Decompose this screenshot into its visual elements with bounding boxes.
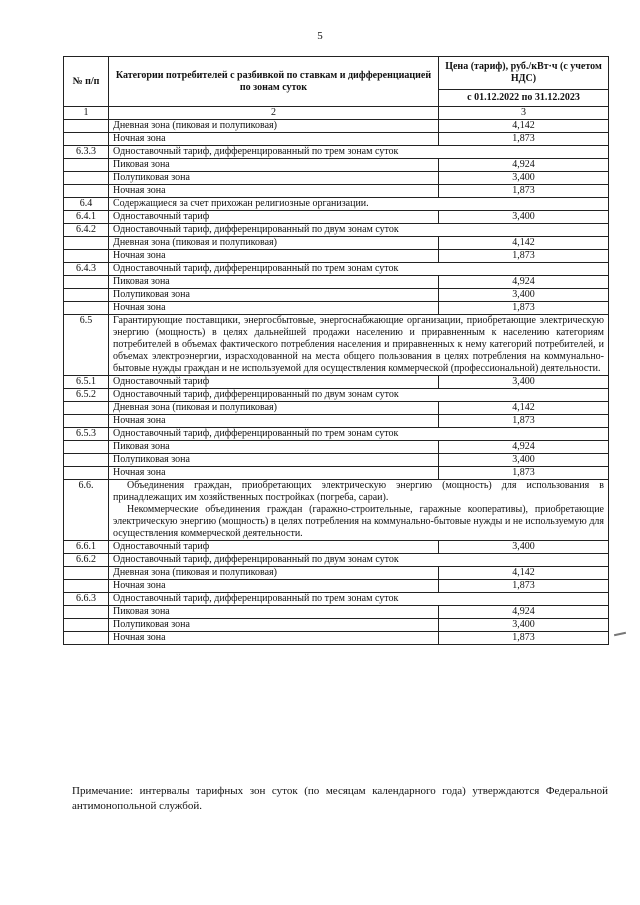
row-number <box>64 402 109 415</box>
footnote: Примечание: интервалы тарифных зон суток (по месяцам календарного года) утверждаются Федеральной антимонопольной службой. <box>72 785 608 812</box>
zone-label: Полупиковая зона <box>109 454 439 467</box>
row-number: 6.5.1 <box>64 376 109 389</box>
table-row <box>64 185 609 198</box>
header-category: Категории потребителей с разбивкой по ставкам и дифференциацией по зонам суток <box>109 57 439 107</box>
table-row <box>64 593 609 606</box>
tariff-group-title: Одноставочный тариф, дифференцированный по двум зонам суток <box>109 554 609 567</box>
column-number: 3 <box>439 107 609 120</box>
row-number: 6.5.2 <box>64 389 109 402</box>
zone-label: Дневная зона (пиковая и полупиковая) <box>109 567 439 580</box>
page-number: 5 <box>317 30 323 42</box>
tariff-value: 1,873 <box>439 580 609 593</box>
tariff-group-title: Одноставочный тариф, дифференцированный по двум зонам суток <box>109 389 609 402</box>
tariff-value: 1,873 <box>439 632 609 645</box>
zone-label: Пиковая зона <box>109 159 439 172</box>
table-row <box>64 541 609 554</box>
row-number: 6.4.3 <box>64 263 109 276</box>
tariff-value: 3,400 <box>439 454 609 467</box>
tariff-value: 1,873 <box>439 133 609 146</box>
tariff-value: 1,873 <box>439 250 609 263</box>
table-row <box>64 454 609 467</box>
tariff-value: 1,873 <box>439 467 609 480</box>
zone-label: Ночная зона <box>109 133 439 146</box>
tariff-label: Одноставочный тариф <box>109 211 439 224</box>
zone-label: Дневная зона (пиковая и полупиковая) <box>109 120 439 133</box>
row-number <box>64 441 109 454</box>
tariff-group-title: Одноставочный тариф, дифференцированный по двум зонам суток <box>109 224 609 237</box>
table-row <box>64 467 609 480</box>
table-row <box>64 580 609 593</box>
row-number: 6.4.2 <box>64 224 109 237</box>
row-number <box>64 619 109 632</box>
tariff-value: 1,873 <box>439 185 609 198</box>
header-num: № п/п <box>64 57 109 107</box>
table-row <box>64 159 609 172</box>
tariff-value: 4,924 <box>439 441 609 454</box>
row-number <box>64 415 109 428</box>
table-row <box>64 211 609 224</box>
table-row <box>64 302 609 315</box>
row-number: 6.6.1 <box>64 541 109 554</box>
row-number <box>64 454 109 467</box>
zone-label: Полупиковая зона <box>109 172 439 185</box>
table-row <box>64 389 609 402</box>
tariff-label: Одноставочный тариф <box>109 541 439 554</box>
header-period: с 01.12.2022 по 31.12.2023 <box>439 90 609 107</box>
table-row <box>64 250 609 263</box>
column-number: 1 <box>64 107 109 120</box>
tariff-table <box>63 56 609 645</box>
tariff-value: 1,873 <box>439 415 609 428</box>
row-number <box>64 606 109 619</box>
table-row <box>64 276 609 289</box>
table-row <box>64 120 609 133</box>
tariff-value: 3,400 <box>439 211 609 224</box>
table-row <box>64 146 609 159</box>
zone-label: Пиковая зона <box>109 441 439 454</box>
tariff-value: 4,142 <box>439 567 609 580</box>
zone-label: Ночная зона <box>109 302 439 315</box>
tariff-value: 4,142 <box>439 120 609 133</box>
tariff-group-title: Одноставочный тариф, дифференцированный по трем зонам суток <box>109 593 609 606</box>
tariff-group-title: Одноставочный тариф, дифференцированный по трем зонам суток <box>109 146 609 159</box>
row-number <box>64 567 109 580</box>
zone-label: Ночная зона <box>109 415 439 428</box>
zone-label: Дневная зона (пиковая и полупиковая) <box>109 402 439 415</box>
row-number: 6.6. <box>64 480 109 541</box>
row-number <box>64 185 109 198</box>
zone-label: Полупиковая зона <box>109 289 439 302</box>
row-number: 6.5.3 <box>64 428 109 441</box>
zone-label: Дневная зона (пиковая и полупиковая) <box>109 237 439 250</box>
table-row <box>64 554 609 567</box>
table-row <box>64 619 609 632</box>
table-row <box>64 224 609 237</box>
table-row <box>64 441 609 454</box>
table-row <box>64 415 609 428</box>
scan-mark <box>614 632 626 636</box>
tariff-value: 4,924 <box>439 159 609 172</box>
tariff-value: 4,142 <box>439 402 609 415</box>
table-row <box>64 315 609 376</box>
row-number <box>64 250 109 263</box>
row-number: 6.6.2 <box>64 554 109 567</box>
table-row <box>64 198 609 211</box>
row-number: 6.4.1 <box>64 211 109 224</box>
zone-label: Ночная зона <box>109 250 439 263</box>
row-number <box>64 133 109 146</box>
row-number <box>64 580 109 593</box>
zone-label: Ночная зона <box>109 185 439 198</box>
row-number <box>64 120 109 133</box>
row-number: 6.6.3 <box>64 593 109 606</box>
table-row <box>64 289 609 302</box>
row-number <box>64 237 109 250</box>
tariff-group-title: Одноставочный тариф, дифференцированный по трем зонам суток <box>109 263 609 276</box>
tariff-value: 3,400 <box>439 541 609 554</box>
zone-label: Пиковая зона <box>109 606 439 619</box>
row-number <box>64 289 109 302</box>
tariff-value: 4,924 <box>439 606 609 619</box>
description-paragraph: Некоммерческие объединения граждан (гаражно-строительные, гаражные кооперативы), приобретающие электрическую энергию (мощность) в целях потребления на коммунально-бытовые нужды и не используемую для осуществления коммерческой деятельности. <box>113 504 604 539</box>
category-description: Гарантирующие поставщики, энергосбытовые, энергоснабжающие организации, приобретающие электрическую энергию (мощность) в целях дальнейшей продажи населению и приравненным к населению категориям потребителей в объемах фактического потребления населения и приравненных к нему категорий потребителей, и объемах электроэнергии, израсходованной на места общего пользования в целях потребления на коммунально-бытовые нужды граждан и не используемой для осуществления коммерческой (профессиональной) деятельности. <box>109 315 609 376</box>
zone-label: Ночная зона <box>109 467 439 480</box>
zone-label: Ночная зона <box>109 580 439 593</box>
tariff-value: 3,400 <box>439 172 609 185</box>
table-row <box>64 376 609 389</box>
description-paragraph: Объединения граждан, приобретающих электрическую энергию (мощность) для использования в принадлежащих им хозяйственных постройках (погреба, сараи). <box>113 480 604 503</box>
tariff-table-body <box>64 57 609 645</box>
table-row <box>64 402 609 415</box>
header-price: Цена (тариф), руб./кВт·ч (с учетом НДС) <box>439 57 609 90</box>
tariff-value: 4,924 <box>439 276 609 289</box>
tariff-group-title: Одноставочный тариф, дифференцированный по трем зонам суток <box>109 428 609 441</box>
table-row <box>64 237 609 250</box>
row-number <box>64 172 109 185</box>
tariff-value: 3,400 <box>439 619 609 632</box>
table-row <box>64 567 609 580</box>
row-number: 6.5 <box>64 315 109 376</box>
row-number <box>64 159 109 172</box>
table-row <box>64 606 609 619</box>
tariff-value: 3,400 <box>439 376 609 389</box>
zone-label: Ночная зона <box>109 632 439 645</box>
table-row <box>64 172 609 185</box>
row-number: 6.3.3 <box>64 146 109 159</box>
table-row <box>64 428 609 441</box>
category-description <box>109 480 609 541</box>
header-row <box>64 57 609 90</box>
tariff-group-title: Содержащиеся за счет прихожан религиозные организации. <box>109 198 609 211</box>
zone-label: Полупиковая зона <box>109 619 439 632</box>
tariff-value: 4,142 <box>439 237 609 250</box>
row-number: 6.4 <box>64 198 109 211</box>
tariff-label: Одноставочный тариф <box>109 376 439 389</box>
row-number <box>64 632 109 645</box>
table-row <box>64 263 609 276</box>
row-number <box>64 302 109 315</box>
row-number <box>64 276 109 289</box>
tariff-value: 3,400 <box>439 289 609 302</box>
column-numbers-row <box>64 107 609 120</box>
table-row <box>64 480 609 541</box>
tariff-value: 1,873 <box>439 302 609 315</box>
row-number <box>64 467 109 480</box>
column-number: 2 <box>109 107 439 120</box>
table-row <box>64 632 609 645</box>
zone-label: Пиковая зона <box>109 276 439 289</box>
table-row <box>64 133 609 146</box>
